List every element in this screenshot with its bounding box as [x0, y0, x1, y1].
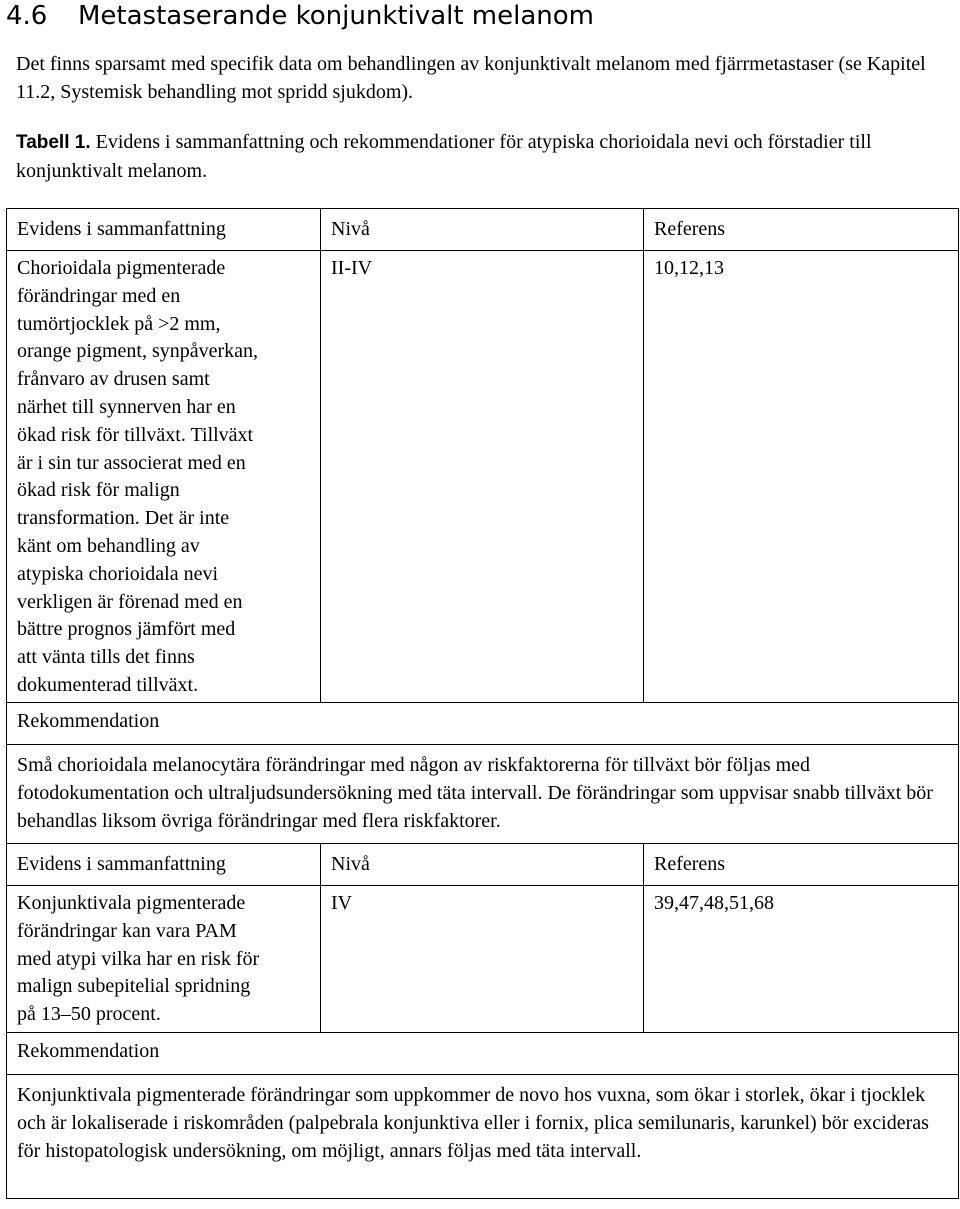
evidence-table	[6, 208, 959, 1199]
header-reference: Referens	[644, 209, 959, 251]
table-header-row	[7, 209, 959, 251]
recommendation-label: Rekommendation	[7, 1033, 959, 1075]
header-evidence: Evidens i sammanfattning	[7, 844, 321, 886]
table-caption	[16, 128, 946, 185]
recommendation-label: Rekommendation	[7, 703, 959, 745]
intro-paragraph: Det finns sparsamt med specifik data om behandlingen av konjunktivalt melanom med fjärrmetastaser (se Kapitel 11.2, Systemisk behandling mot spridd sjukdom).	[16, 53, 926, 103]
section-title: Metastaserande konjunktivalt melanom	[78, 1, 595, 31]
section-heading	[6, 0, 594, 32]
level-value: II-IV	[331, 257, 373, 279]
recommendation-header-row	[7, 1033, 959, 1075]
evidence-text: Chorioidala pigmenterade förändringar med en tumörtjocklek på >2 mm, orange pigment, synpåverkan, frånvaro av drusen samt närhet till synnerven har en ökad risk för tillväxt. Tillväxt är i sin tur associerat med en ökad risk för malign transformation. Det är inte känt om behandling av atypiska chorioidala nevi verkligen är förenad med en bättre prognos jämfört med att vänta tills det finns dokumenterad tillväxt.	[17, 257, 259, 696]
section-number: 4.6	[6, 1, 48, 31]
table-caption-label: Tabell 1.	[16, 132, 91, 153]
header-evidence: Evidens i sammanfattning	[7, 209, 321, 251]
reference-value: 10,12,13	[654, 257, 724, 279]
table-caption-text: Evidens i sammanfattning och rekommendationer för atypiska chorioidala nevi och förstadier till konjunktivalt melanom.	[16, 131, 872, 182]
header-reference: Referens	[644, 844, 959, 886]
level-value: IV	[331, 892, 353, 914]
table-row	[7, 886, 959, 1033]
recommendation-text: Konjunktivala pigmenterade förändringar som uppkommer de novo hos vuxna, som ökar i storlek, ökar i tjocklek och är lokaliserade i riskområden (palpebrala konjunktiva eller i fornix, plica semilunaris, karunkel) bör excideras för histopatologisk undersökning, om möjligt, annars följas med täta intervall.	[7, 1075, 959, 1199]
reference-value: 39,47,48,51,68	[654, 892, 774, 914]
recommendation-text: Små chorioidala melanocytära förändringar med någon av riskfaktorerna för tillväxt bör följas med fotodokumentation och ultraljudsundersökning med täta intervall. De förändringar som uppvisar snabb tillväxt bör behandlas liksom övriga förändringar med flera riskfaktorer.	[7, 745, 959, 844]
header-level: Nivå	[321, 209, 644, 251]
recommendation-header-row	[7, 703, 959, 745]
table-header-row	[7, 844, 959, 886]
evidence-text: Konjunktivala pigmenterade förändringar kan vara PAM med atypi vilka har en risk för malign subepitelial spridning på 13–50 procent.	[17, 892, 260, 1026]
recommendation-row	[7, 1075, 959, 1199]
recommendation-row	[7, 745, 959, 844]
table-row	[7, 251, 959, 703]
header-level: Nivå	[321, 844, 644, 886]
